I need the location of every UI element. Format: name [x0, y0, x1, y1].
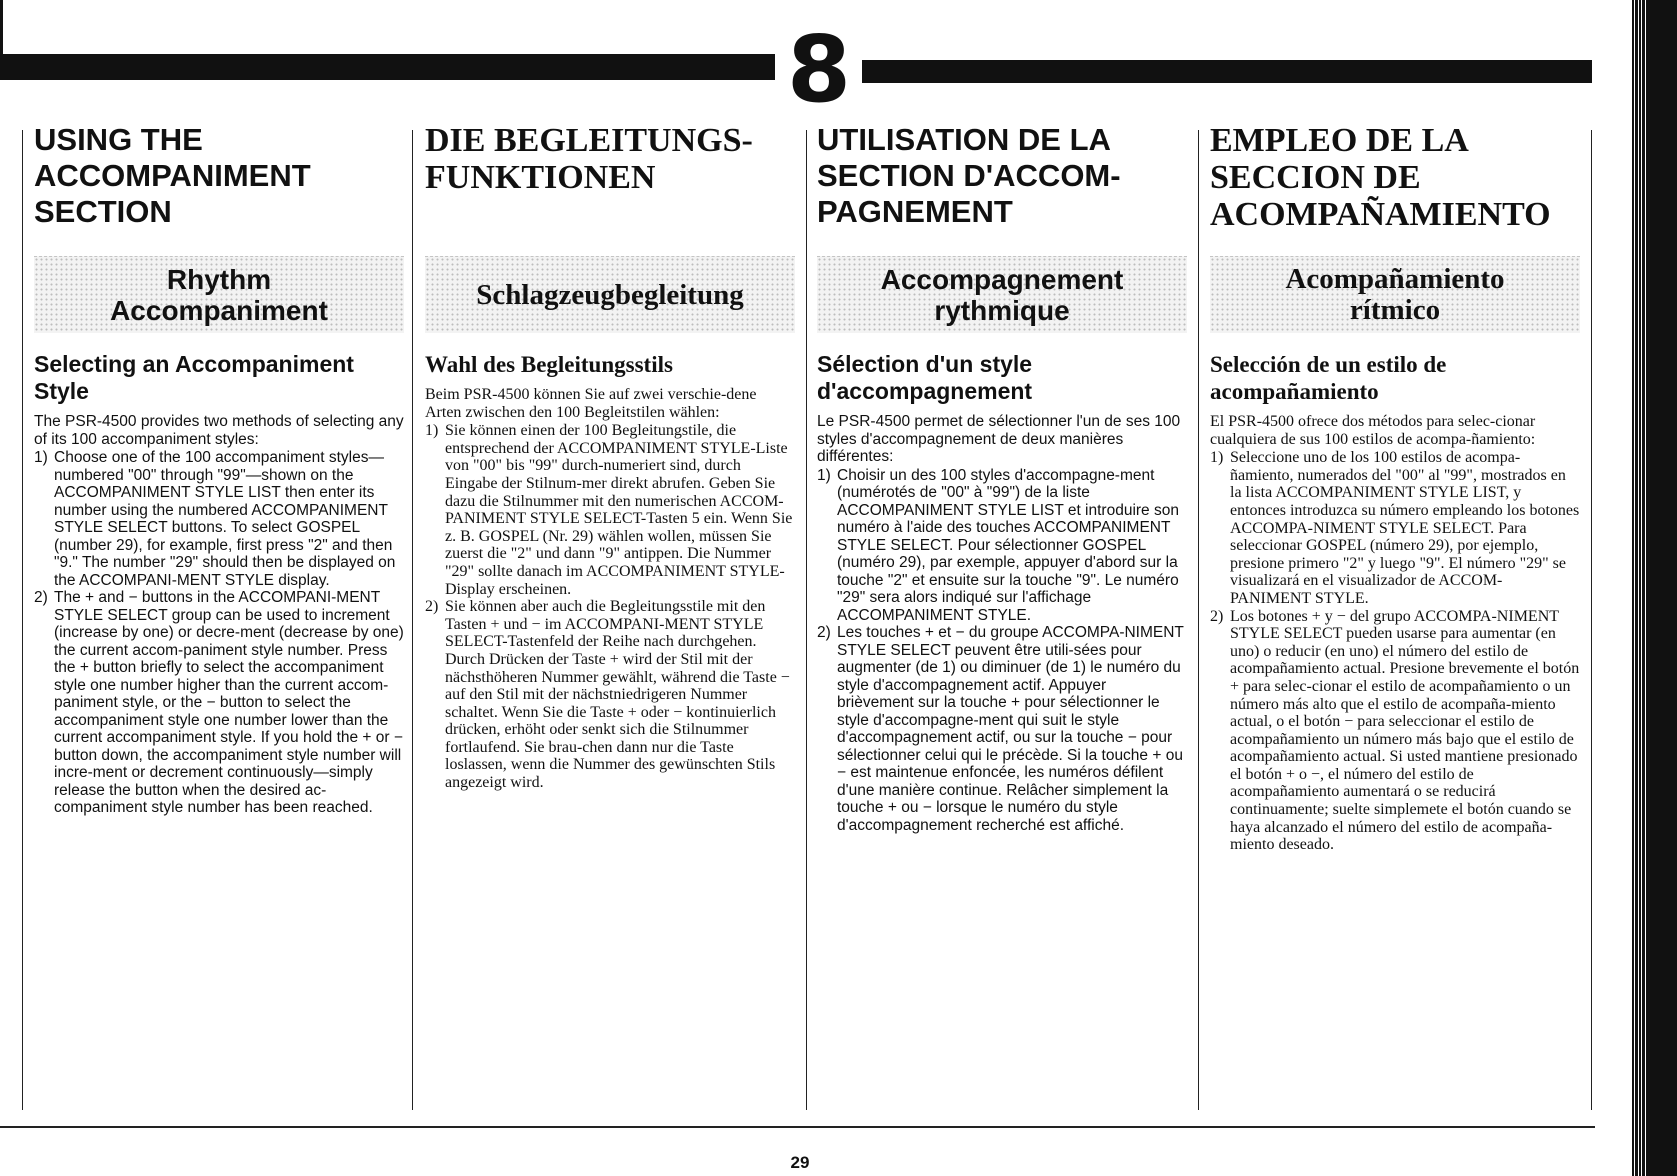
intro-paragraph: The PSR-4500 provides two methods of selecting any of its 100 accompaniment styles:: [34, 413, 404, 448]
column-spanish: [1210, 118, 1580, 1118]
item-text: Les touches + et − du groupe ACCOMPA-NIMENT STYLE SELECT peuvent être utili-sées pour augmenter (de 1) ou diminuer (de 1) le numéro du style d'accompagnement actif. Appuyer brièvement sur la touche + pour sélectionner le style d'accompagne-ment qui suit le style d'accompagnement actif, ou sur la touche − pour sélectionner celui qui le précède. Si la touche + ou − est maintenue enfoncée, les numéros défilent d'une manière continue. Relâcher simplement la touche + ou − lorsque le numéro du style d'accompagnement recherché est affiché.: [837, 624, 1184, 834]
column-divider: [1591, 130, 1592, 1110]
item-text: Los botones + y − del grupo ACCOMPA-NIMENT STYLE SELECT pueden usarse para aumentar (en uno) o reducir (en uno) el número del estilo de acompañamiento actual. Presione brevemente el botón + para selec-cionar el estilo de acompañamiento o un número más alto que el estilo de acompaña-miento actual, o el botón − para seleccionar el estilo de acompañamiento un número más bajo que el estilo de acompañamiento actual. Si usted mantiene presionado el botón + o −, el número del estilo de acompañamiento aumentará o se reducirá continuamente; suelte simplemete el botón cuando se haya alcanzado el número del estilo de acompaña-miento deseado.: [1230, 607, 1580, 854]
body-text: [425, 386, 795, 792]
item-text: Choose one of the 100 accompaniment styles—numbered "00" through "99"—shown on the ACCOMPANIMENT STYLE LIST then enter its number using the numbered ACCOMPANIMENT STYLE SELECT buttons. To select GOSPEL (number 29), for example, first press "2" and then "9." The number "29" should then be displayed on the ACCOMPANI-MENT STYLE display.: [54, 449, 396, 589]
ribbon-label: Accompagnement rythmique: [880, 264, 1124, 326]
item-text: Sie können aber auch die Begleitungsstile mit den Tasten + und − im ACCOMPANI-MENT STYLE SELECT-Tastenfeld der Reihe nach durchgehen. Durch Drücken der Taste + wird der Stil mit der nächsthöheren Nummer gewählt, während die Taste − auf den Stil mit der nächstniedrigeren Nummer schaltet. Wenn Sie die Taste + oder − kontinuierlich drücken, erhöht oder senkt sich die Stilnummer fortlaufend. Sie brau-chen dann nur die Taste loslassen, wenn die Nummer des gewünschten Stils angezeigt wird.: [445, 598, 790, 792]
subheading: Selección de un estilo de acompañamiento: [1210, 352, 1447, 404]
section-title: EMPLEO DE LA SECCION DE ACOMPAÑAMIENTO: [1210, 122, 1551, 233]
page-corner-mark: [0, 0, 3, 60]
item-number: 1): [817, 466, 831, 484]
chapter-bar-left: [0, 54, 775, 80]
column-divider: [1198, 130, 1199, 1110]
column-german: [425, 118, 795, 1118]
list-item: [817, 467, 1187, 625]
section-ribbon: [34, 256, 404, 333]
body-text: [817, 413, 1187, 834]
ribbon-label: Schlagzeugbegleitung: [476, 278, 744, 311]
binding-strip: [1632, 0, 1646, 1176]
subheading: Selecting an Accompaniment Style: [34, 351, 354, 404]
list-item: [1210, 608, 1580, 854]
column-divider: [412, 130, 413, 1110]
item-number: 2): [34, 589, 48, 606]
item-number: 2): [425, 598, 439, 616]
item-text: Sie können einen der 100 Begleitungstile, die entsprechend der ACCOMPANIMENT STYLE-Liste von "00" bis "99" durch-numeriert sind, durch Eingabe der Stilnum-mer direkt abrufen. Geben Sie dazu die Stilnummer mit den numerischen ACCOM-PANIMENT STYLE SELECT-Tasten 5 ein. Wenn Sie z. B. GOSPEL (Nr. 29) wählen wollen, müssen Sie zuerst die "2" und dann "9" antippen. Die Nummer "29" sollte danach im ACCOMPANIMENT STYLE-Display erscheinen.: [445, 422, 793, 598]
body-text: [34, 413, 404, 817]
item-number: 2): [1210, 607, 1224, 625]
item-number: 2): [817, 624, 831, 641]
column-divider: [806, 130, 807, 1110]
list-item: [1210, 449, 1580, 607]
page-number: 29: [790, 1153, 810, 1172]
section-title: DIE BEGLEITUNGS- FUNKTIONEN: [425, 122, 753, 196]
section-ribbon: [817, 256, 1187, 333]
list-item: [425, 598, 795, 792]
footer-rule: [0, 1126, 1595, 1128]
subheading: Sélection d'un style d'accompagnement: [817, 351, 1033, 404]
list-item: [425, 422, 795, 598]
subheading: Wahl des Begleitungsstils: [425, 352, 673, 377]
item-number: 1): [34, 449, 48, 466]
chapter-bar-right: [862, 60, 1592, 83]
ribbon-label: Acompañamiento rítmico: [1285, 263, 1505, 326]
intro-paragraph: Beim PSR-4500 können Sie auf zwei verschie-dene Arten zwischen den 100 Begleitstilen wählen:: [425, 386, 757, 421]
list-item: [817, 624, 1187, 834]
column-english: [34, 118, 404, 1118]
section-ribbon: [1210, 256, 1580, 333]
binding-edge: [1646, 0, 1677, 1176]
column-divider: [22, 130, 23, 1110]
section-title: USING THE ACCOMPANIMENT SECTION: [34, 122, 311, 229]
section-title: UTILISATION DE LA SECTION D'ACCOM- PAGNEMENT: [817, 122, 1121, 229]
section-ribbon: [425, 256, 795, 333]
ribbon-label: Rhythm Accompaniment: [110, 264, 328, 326]
item-number: 1): [1210, 449, 1224, 467]
chapter-number: 8: [786, 16, 851, 123]
item-number: 1): [425, 422, 439, 440]
item-text: Choisir un des 100 styles d'accompagne-ment (numérotés de "00" à "99") de la liste ACCOMPANIMENT STYLE LIST et introduire son numéro à l'aide des touches ACCOMPANIMENT STYLE SELECT. Pour sélectionner GOSPEL (numéro 29), par exemple, appuyer d'abord sur la touche "2" et ensuite sur la touche "9". Le numéro "29" sera alors indiqué sur l'affichage ACCOMPANIMENT STYLE.: [837, 466, 1179, 624]
list-item: [34, 589, 404, 817]
intro-paragraph: Le PSR-4500 permet de sélectionner l'un de ses 100 styles d'accompagnement de deux manières différentes:: [817, 413, 1181, 465]
item-text: Seleccione uno de los 100 estilos de acompa-ñamiento, numerados del "00" al "99", mostrados en la lista ACCOMPANIMENT STYLE LIST, y entonces introduzca su número empleando los botones ACCOMPA-NIMENT STYLE SELECT. Para seleccionar GOSPEL (número 29), por ejemplo, presione primero "2" y luego "9". El número "29" se visualizará en el visualizador de ACCOM-PANIMENT STYLE.: [1230, 449, 1580, 607]
intro-paragraph: El PSR-4500 ofrece dos métodos para selec-cionar cualquiera de sus 100 estilos de acompa-ñamiento:: [1210, 413, 1536, 448]
list-item: [34, 449, 404, 589]
item-text: The + and − buttons in the ACCOMPANI-MENT STYLE SELECT group can be used to increment (increase by one) or decre-ment (decrease by one) the current accom-paniment style number. Press the + button briefly to select the accompaniment style one number higher than the current accom-paniment style, or the − button to select the accompaniment style one number lower than the current accompaniment style. If you hold the + or − button down, the accompaniment style number will incre-ment or decrement continuously—simply release the button when the desired ac-companiment style number has been reached.: [54, 589, 404, 816]
body-text: [1210, 413, 1580, 854]
column-french: [817, 118, 1187, 1118]
